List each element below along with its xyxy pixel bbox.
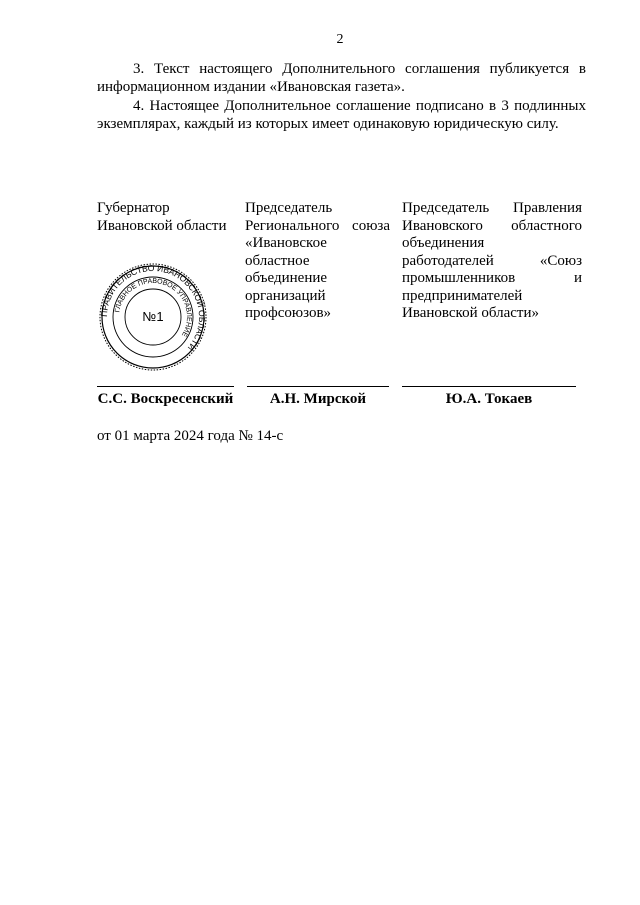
title-word: союза (352, 217, 390, 234)
paragraph-3-line-1: 3. Текст настоящего Дополнительного соглашения публикуется в (133, 61, 586, 77)
signatory-governor-title (97, 200, 237, 235)
title-word: работодателей (402, 252, 494, 269)
title-line: объединение (245, 270, 328, 286)
title-word: промышленников (402, 270, 516, 286)
title-line: Председатель (245, 200, 333, 216)
title-line: Ивановской области» (402, 305, 539, 321)
title-line: Губернатор (97, 200, 170, 216)
paragraph-3 (97, 60, 586, 96)
title-line-justified (245, 218, 390, 236)
paragraph-4 (97, 97, 586, 133)
paragraph-3-line-2: информационном издании «Ивановская газета». (97, 79, 405, 95)
title-word: «Союз (539, 252, 582, 269)
official-stamp (98, 262, 208, 372)
paragraph-4-line-2: экземплярах, каждый из которых имеет одинаковую юридическую силу. (97, 116, 559, 132)
signature-line-union (247, 386, 389, 387)
title-line-justified (402, 270, 582, 288)
signatory-employers-title (402, 200, 582, 323)
stamp-number: №1 (142, 309, 164, 324)
page-number: 2 (336, 32, 344, 47)
title-line-justified (402, 253, 582, 271)
title-word: и (573, 270, 582, 286)
title-line: профсоюзов» (245, 305, 332, 321)
title-line: предпринимателей (402, 287, 523, 304)
signer-name-union: А.Н. Мирской (269, 391, 367, 407)
signatory-union-title (245, 200, 390, 323)
title-line: объединения (402, 235, 485, 251)
title-line: Ивановской области (97, 217, 227, 234)
title-word: Регионального (245, 217, 340, 234)
signature-line-employers (402, 386, 576, 387)
title-line-justified (402, 200, 582, 218)
stamp-inner-textpath: ГЛАВНОЕ ПРАВОВОЕ УПРАВЛЕНИЕ (114, 277, 193, 338)
title-word: Ивановского (402, 217, 483, 234)
title-word: Правления (513, 200, 582, 216)
document-date-number: от 01 марта 2024 года № 14-с (97, 428, 284, 444)
title-word: Председатель (402, 200, 490, 216)
signer-name-governor: С.С. Воскресенский (97, 391, 234, 407)
signature-line-governor (97, 386, 234, 387)
title-line: «Ивановское (245, 235, 327, 251)
title-word: областного (511, 217, 582, 234)
paragraph-4-line-1: 4. Настоящее Дополнительное соглашение подписано в 3 подлинных (133, 98, 586, 114)
stamp-ring-textpath: ПРАВИТЕЛЬСТВО ИВАНОВСКОЙ ОБЛАСТИ (98, 262, 208, 353)
title-line-justified (402, 218, 582, 236)
title-line: областное (245, 252, 310, 269)
title-line: организаций (245, 287, 326, 304)
signer-name-employers: Ю.А. Токаев (445, 391, 533, 407)
